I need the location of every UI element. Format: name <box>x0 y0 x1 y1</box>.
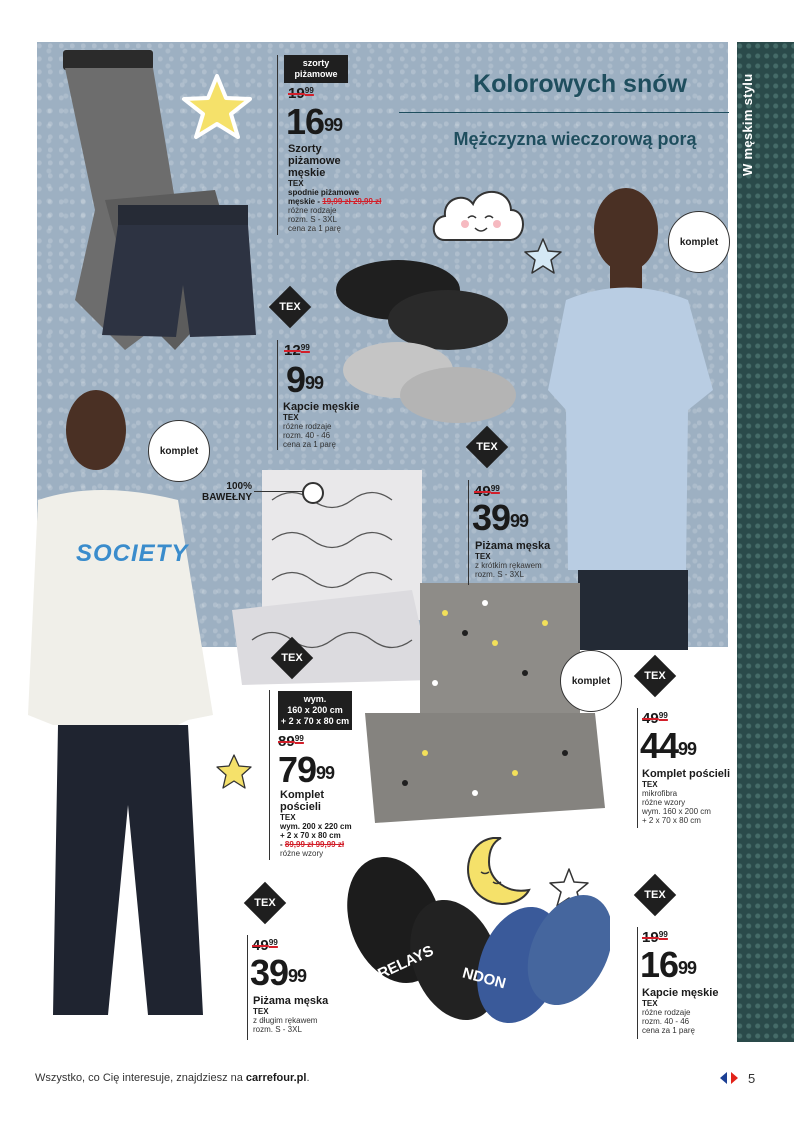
product-desc: różne rodzaje <box>642 1008 691 1017</box>
badge-line: 160 x 200 cm <box>287 705 343 715</box>
price-divider <box>637 708 638 828</box>
cotton-percent: 100% <box>226 481 252 492</box>
price-divider <box>468 480 469 585</box>
brand: TEX <box>253 1007 269 1016</box>
komplet-tag: komplet <box>668 211 730 273</box>
bedding-dotted-image <box>365 583 605 828</box>
bedding1-price: $79^{99}$ <box>278 749 335 790</box>
price-divider <box>277 55 278 235</box>
product-desc-price: - 89,99 zł 99,99 zł <box>280 840 345 849</box>
product-desc: różne wzory <box>280 849 324 858</box>
product-name: pościeli <box>280 801 321 813</box>
slippers1-old-price: $12^{99}$ <box>284 342 310 359</box>
product-desc: + 2 x 70 x 80 cm <box>642 816 701 825</box>
pajama-short-price: $39^{99}$ <box>472 497 529 538</box>
price-divider <box>247 935 248 1040</box>
shorts-badge <box>284 55 348 83</box>
pajama-short-old-price: $49^{99}$ <box>474 483 500 500</box>
footer-link[interactable]: carrefour.pl <box>245 1072 307 1084</box>
price-divider <box>277 340 278 450</box>
brand: TEX <box>280 813 296 822</box>
product-desc: rozm. S - 3XL <box>253 1025 302 1034</box>
pajama-long-info <box>253 995 353 1034</box>
product-desc: rozm. S - 3XL <box>288 215 337 224</box>
pajama-short-info <box>475 540 575 579</box>
brand: TEX <box>475 552 491 561</box>
shirt-print-text: SOCIETY <box>76 540 189 567</box>
cotton-pointer-dot <box>302 482 324 504</box>
product-desc: mikrofibra <box>642 789 678 798</box>
title-divider <box>399 112 729 113</box>
cotton-word: BAWEŁNY <box>202 492 252 503</box>
pajama-long-old-price: $49^{99}$ <box>252 937 278 954</box>
bedding1-info <box>280 789 390 858</box>
product-name: Komplet pościeli <box>642 768 731 780</box>
slippers2-price: $16^{99}$ <box>640 944 697 985</box>
product-desc: + 2 x 70 x 80 cm <box>280 831 341 840</box>
product-name: Kapcie męskie <box>642 987 719 999</box>
footer-prefix: Wszystko, co Cię interesuje, znajdziesz na <box>35 1072 246 1084</box>
tex-brand-logo: TEX <box>634 655 676 697</box>
product-desc: rozm. 40 - 46 <box>642 1017 690 1026</box>
tex-brand-logo: TEX <box>271 637 313 679</box>
product-name: Komplet <box>280 789 324 801</box>
brand: TEX <box>642 780 658 789</box>
product-desc: różne rodzaje <box>288 206 337 215</box>
product-desc: cena za 1 parę <box>642 1026 695 1035</box>
slippers2-old-price: $19^{99}$ <box>642 929 668 946</box>
price-divider <box>637 927 638 1039</box>
product-name: Kapcie męskie <box>283 401 360 413</box>
footer-suffix: . <box>306 1072 310 1084</box>
slipper-print-left: RELAYS <box>375 942 437 983</box>
tex-brand-logo: TEX <box>244 882 286 924</box>
bedding2-old-price: $49^{99}$ <box>642 710 668 727</box>
slippers1-info <box>283 401 393 449</box>
product-desc: z krótkim rękawem <box>475 561 542 570</box>
tex-brand-logo: TEX <box>466 426 508 468</box>
footer-text <box>35 1072 310 1084</box>
product-name: Piżama męska <box>253 995 329 1007</box>
carrefour-logo-icon <box>717 1070 741 1086</box>
shorts-navy-image <box>98 205 258 355</box>
product-desc: wym. 160 x 200 cm <box>642 807 711 816</box>
brand: TEX <box>288 179 304 188</box>
page-subtitle: Mężczyzna wieczorową porą <box>453 129 697 149</box>
tex-brand-logo: TEX <box>634 874 676 916</box>
product-desc: cena za 1 parę <box>288 224 341 233</box>
slipper-print-right: NDON <box>460 964 508 993</box>
product-name: Szorty <box>288 143 322 155</box>
cotton-pointer-line <box>254 491 304 492</box>
side-band <box>737 42 794 1042</box>
shorts-price: $16^{99}$ <box>286 101 343 142</box>
product-desc: cena za 1 parę <box>283 440 336 449</box>
extra-offer-price: męskie - 19,99 zł 29,99 zł <box>288 197 382 206</box>
shorts-info <box>288 143 418 233</box>
badge-line: szorty <box>302 58 330 68</box>
komplet-tag: komplet <box>148 420 210 482</box>
bedding2-price: $44^{99}$ <box>640 725 697 766</box>
badge-line: piżamowe <box>294 69 338 79</box>
shorts-old-price: $19^{99}$ <box>288 85 314 102</box>
product-name: Piżama męska <box>475 540 551 552</box>
brand: TEX <box>283 413 299 422</box>
tex-brand-logo: TEX <box>269 286 311 328</box>
cotton-label <box>196 481 252 503</box>
bedding1-size-badge <box>278 691 352 730</box>
komplet-tag: komplet <box>560 650 622 712</box>
pajama-long-price: $39^{99}$ <box>250 952 307 993</box>
product-desc: rozm. S - 3XL <box>475 570 524 579</box>
extra-offer: spodnie piżamowe <box>288 188 360 197</box>
price-divider <box>269 690 270 860</box>
badge-line: + 2 x 70 x 80 cm <box>280 716 350 726</box>
side-band-label: W męskim stylu <box>740 73 755 177</box>
page-number: 5 <box>748 1071 756 1086</box>
slippers-print-image <box>345 850 610 1030</box>
brand: TEX <box>642 999 658 1008</box>
cloud-sticker <box>425 180 530 260</box>
slippers2-info <box>642 987 737 1035</box>
product-desc: z długim rękawem <box>253 1016 318 1025</box>
bedding2-info <box>642 768 737 825</box>
bedding1-old-price: $89^{99}$ <box>278 733 304 750</box>
product-desc: rozm. 40 - 46 <box>283 431 331 440</box>
product-name: męskie <box>288 167 326 179</box>
product-desc: wym. 200 x 220 cm <box>280 822 352 831</box>
product-desc: różne wzory <box>642 798 686 807</box>
badge-line: wym. <box>303 694 327 704</box>
product-name: piżamowe <box>288 155 341 167</box>
page-title: Kolorowych snów <box>473 70 687 98</box>
slippers1-price: $9^{99}$ <box>286 359 324 400</box>
product-desc: różne rodzaje <box>283 422 332 431</box>
